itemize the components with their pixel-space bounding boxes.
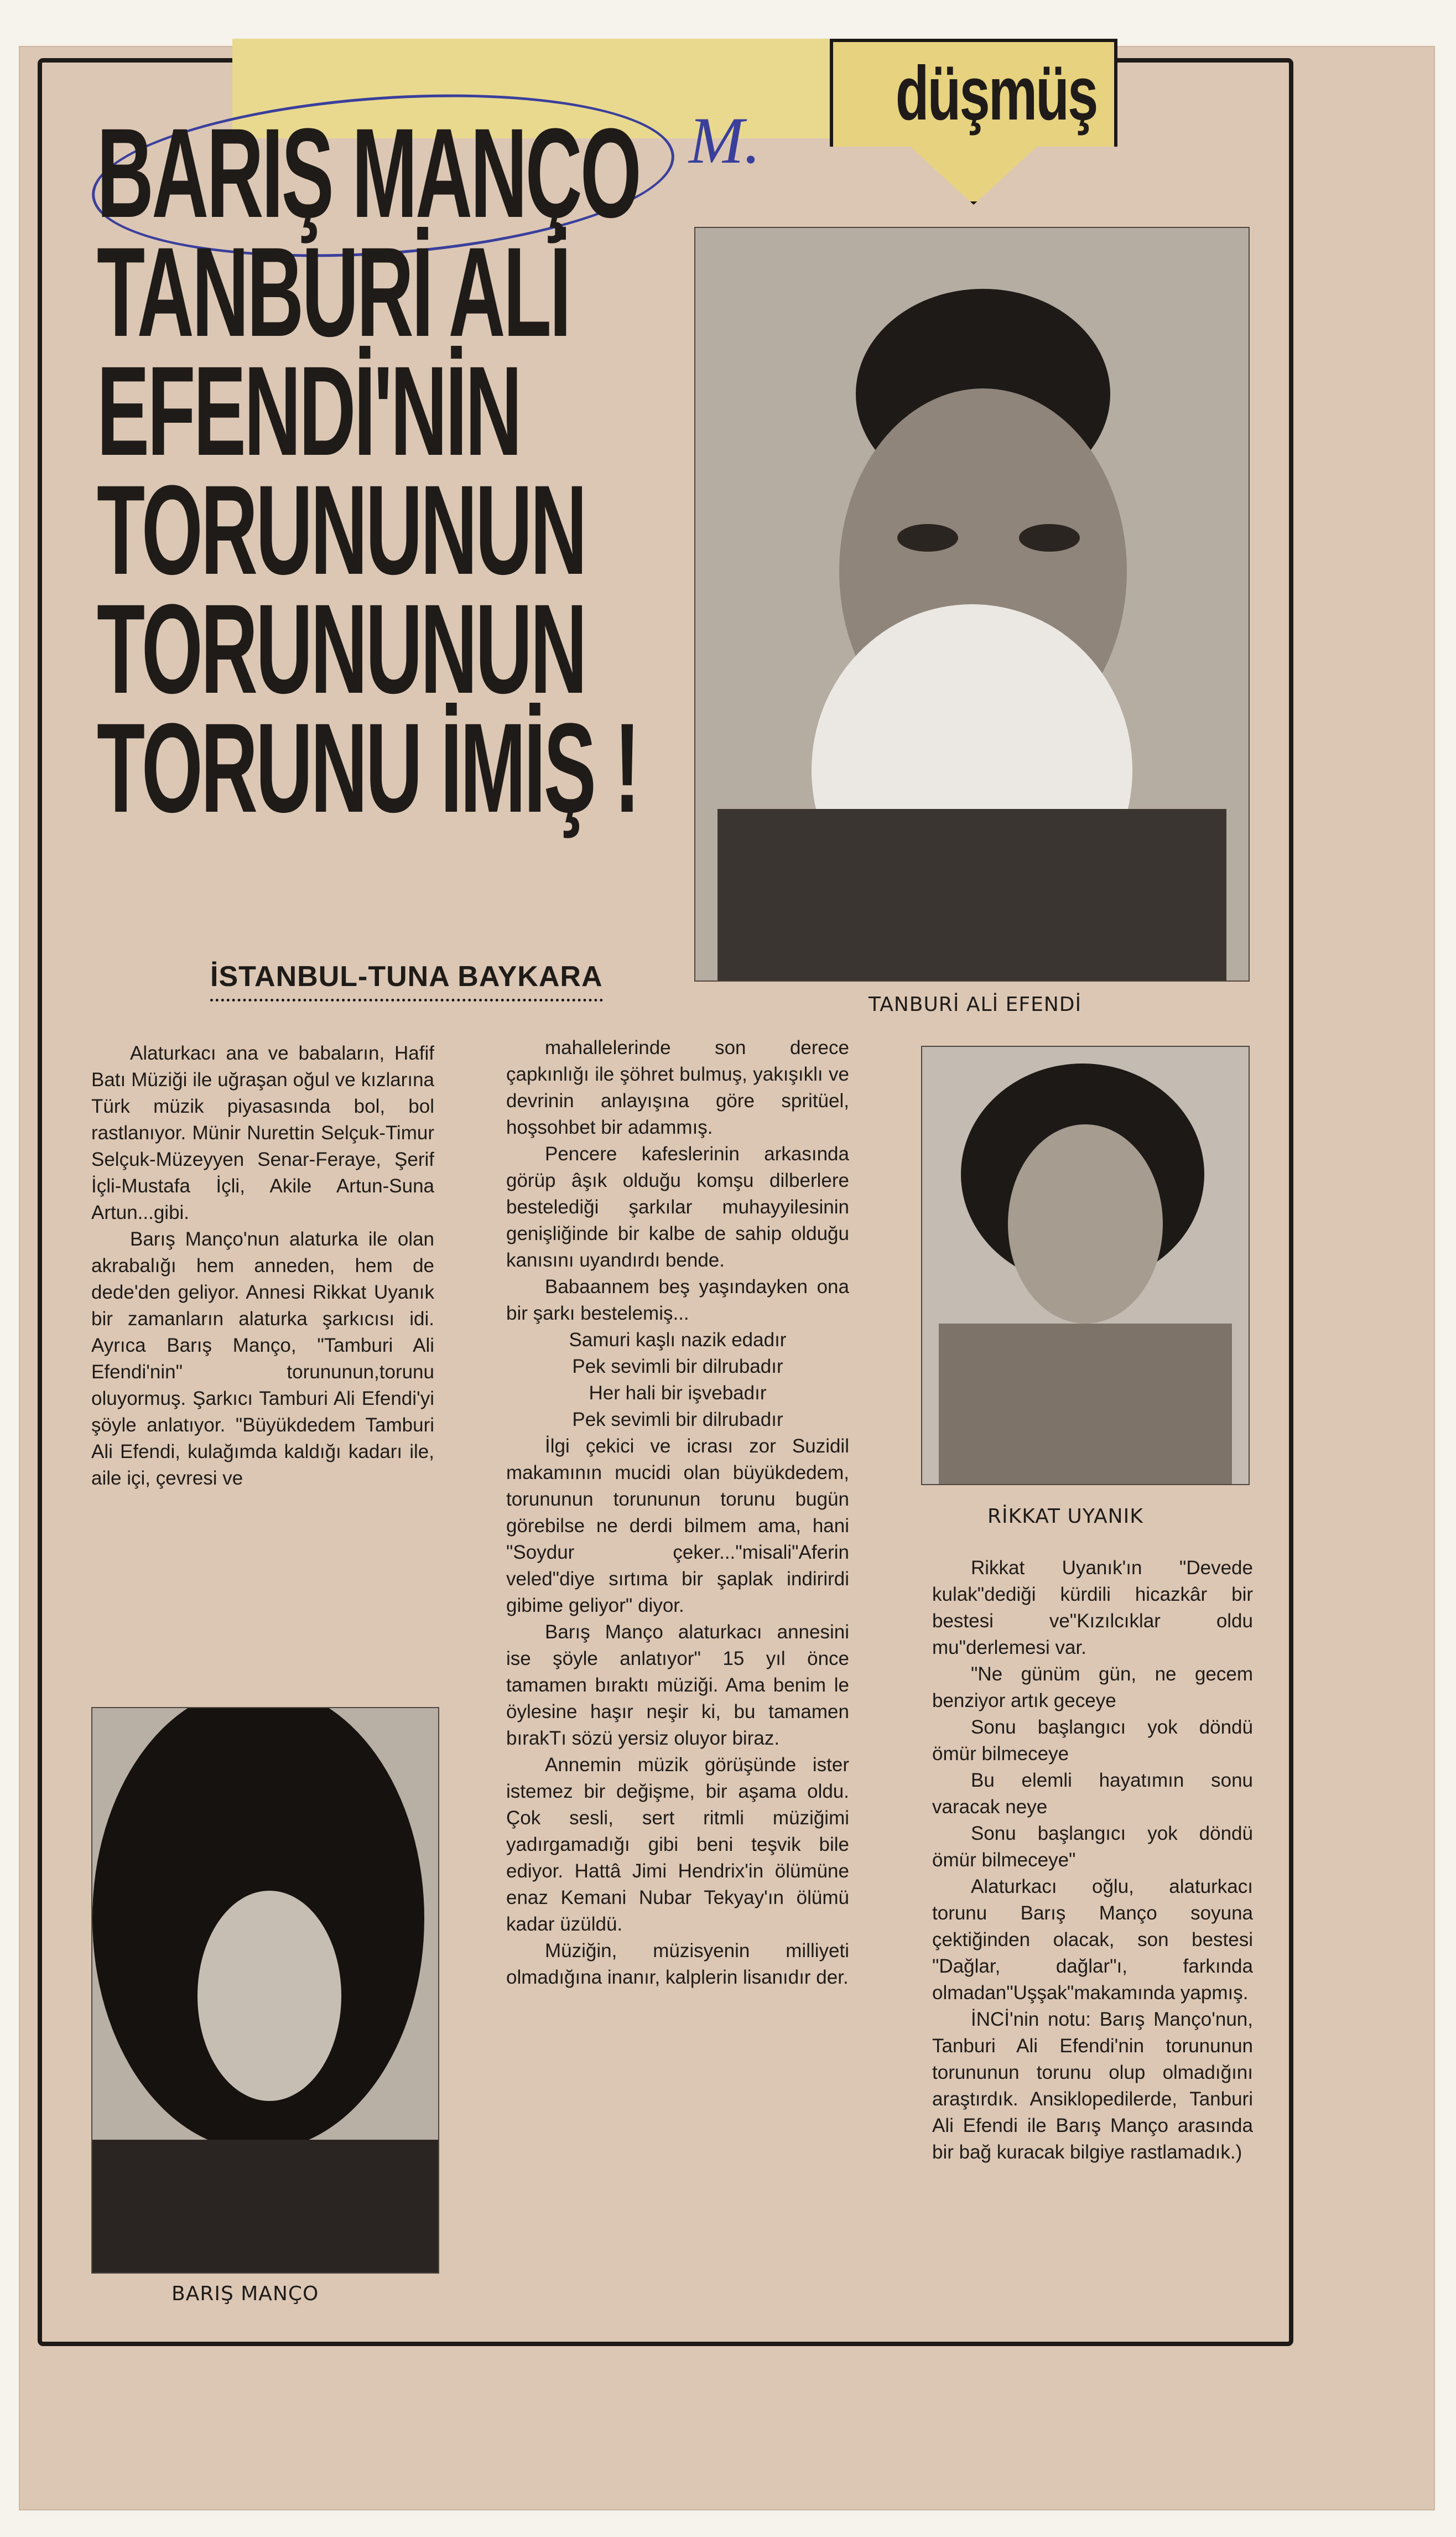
baris-manco-photo	[91, 1707, 439, 2274]
paragraph: Barış Manço'nun alaturka ile olan akrabalığı hem anneden, hem de dede'den geliyor. Annesi Rikkat Uyanık bir zamanların alaturka şarkıcısı idi. Ayrıca Barış Manço, "Tamburi Ali Efendi'nin" torununun,torunu oluyormuş. Şarkıcı Tamburi Ali Efendi'yi şöyle anlatıyor. "Büyükdedem Tamburi Ali Efendi, kulağımda kaldığı kadarı ile, aile içi, çevresi ve	[91, 1228, 434, 1489]
byline: İSTANBUL-TUNA BAYKARA	[210, 960, 603, 1002]
column-1	[91, 1040, 434, 1492]
headline-line: BARIŞ MANÇO	[97, 102, 640, 244]
caption-ali-efendi: TANBURİ ALİ EFENDİ	[869, 993, 1082, 1016]
headline-line: TORUNU İMİŞ !	[97, 697, 638, 839]
paragraph: Barış Manço alaturkacı annesini ise şöyle anlatıyor" 15 yıl önce tamamen bıraktı müziği. Ama benim le öylesine haşır neşir ki, bu tamamen bırakTı sözü yersiz oluyor biraz.	[506, 1621, 849, 1749]
caption-rikkat: RİKKAT UYANIK	[987, 1505, 1143, 1528]
lyric-line: Sonu başlangıcı yok döndü ömür bilmeceye	[932, 1716, 1253, 1765]
handwritten-mark: M.	[689, 103, 761, 177]
paragraph: Babaannem beş yaşındayken ona bir şarkı bestelemiş...	[506, 1276, 849, 1324]
paragraph: İlgi çekici ve icrası zor Suzidil makamının mucidi olan büyükdedem, torununun torununun torunu bugün görebilse ne derdi bilmem ama, hani "Soydur çeker..."misali"Aferin veled"diye sırtıma bir şaplak indirirdi gibime geliyor" diyor.	[506, 1435, 849, 1616]
paragraph: Rikkat Uyanık'ın "Devede kulak"dediği kürdili hicazkâr bir bestesi ve"Kızılcıklar oldu mu"derlemesi var.	[932, 1557, 1253, 1658]
kicker-label: düşmüş	[895, 51, 1097, 136]
lyric-line: Pek sevimli bir dilrubadır	[572, 1356, 783, 1377]
caption-baris: BARIŞ MANÇO	[171, 2282, 319, 2305]
paragraph: mahallelerinde son derece çapkınlığı ile şöhret bulmuş, yakışıklı ve devrinin anlayışına göre spritüel, hoşsohbet bir adammış.	[506, 1037, 849, 1138]
headline-line: EFENDİ'NİN	[97, 340, 521, 482]
headline-line: TORUNUNUN	[97, 459, 585, 601]
rikkat-uyanik-photo	[921, 1046, 1250, 1485]
lyric-line: Her hali bir işvebadır	[589, 1382, 767, 1404]
headline-line: TANBURİ ALİ	[97, 221, 570, 363]
lyric-line: "Ne günüm gün, ne gecem benziyor artık geceye	[932, 1663, 1253, 1711]
paragraph: Müziğin, müzisyenin milliyeti olmadığına inanır, kalplerin lisanıdır der.	[506, 1940, 849, 1988]
lyric-line: Sonu başlangıcı yok döndü ömür bilmeceye"	[932, 1823, 1253, 1871]
column-2	[506, 1035, 849, 1991]
lyric-line: Samuri kaşlı nazik edadır	[569, 1329, 787, 1351]
column-3	[932, 1555, 1253, 2166]
paragraph: Alaturkacı ana ve babaların, Hafif Batı Müziği ile uğraşan oğul ve kızlarına Türk müzik piyasasında bol, bol rastlanıyor. Münir Nurettin Selçuk-Timur Selçuk-Müzeyyen Senar-Feraye, Şerif İçli-Mustafa İçli, Akile Artun-Suna Artun...gibi.	[91, 1042, 434, 1223]
tanburi-ali-efendi-photo	[694, 227, 1250, 982]
paragraph: Alaturkacı oğlu, alaturkacı torunu Barış Manço soyuna çektiğinden olacak, son bestesi "Dağlar, dağlar"ı, farkında olmadan"Uşşak"makamında yapmış.	[932, 1876, 1253, 2004]
lyric-line: Pek sevimli bir dilrubadır	[572, 1409, 783, 1430]
paragraph: Pencere kafeslerinin arkasında görüp âşık olduğu komşu dilberlere bestelediği şarkılar muhayyilesinin genişliğinde bir kalbe de sahip olduğu kanısını uyandırdı bende.	[506, 1143, 849, 1271]
lyric-line: Bu elemli hayatımın sonu varacak neye	[932, 1770, 1253, 1818]
paragraph: Annemin müzik görüşünde ister istemez bir değişme, bir aşama oldu. Çok sesli, sert ritmli müziğimi yadırgamadığı gibi beni teşvik bile ediyor. Hattâ Jimi Hendrix'in ölümüne enaz Kemani Nubar Tekyay'ın ölümü kadar üzüldü.	[506, 1754, 849, 1935]
editor-note: İNCİ'nin notu: Barış Manço'nun, Tanburi Ali Efendi'nin torununun torununun torunu olup olmadığını araştırdık. Ansiklopedilerde, Tanburi Ali Efendi ile Barış Manço arasında bir bağ kuracak bilgiye rastlamadık.)	[932, 2009, 1253, 2163]
headline-line: TORUNUNUN	[97, 578, 585, 720]
